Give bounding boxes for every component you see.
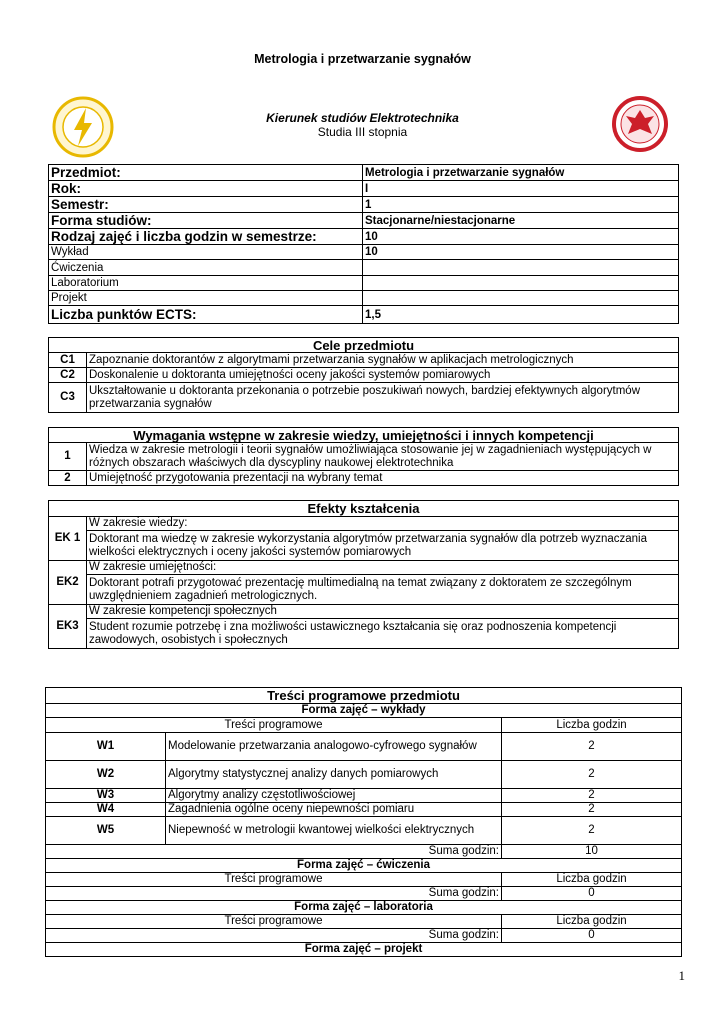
info-label: Semestr:: [49, 197, 363, 213]
row-text: Algorytmy statystycznej analizy danych pomiarowych: [166, 761, 502, 789]
table-row: [49, 471, 679, 486]
row-code: 2: [49, 471, 87, 486]
sum-row: [46, 887, 682, 901]
column-header-content: Treści programowe: [46, 915, 502, 929]
info-label: Liczba punktów ECTS:: [49, 306, 363, 324]
info-row: [49, 229, 679, 245]
study-level: Studia III stopnia: [317, 125, 408, 139]
group-header: W zakresie wiedzy:: [87, 517, 679, 531]
info-row: [49, 306, 679, 324]
table-row: [49, 561, 679, 575]
info-label: Projekt: [49, 291, 363, 306]
table-row: [49, 619, 679, 649]
group-header: W zakresie kompetencji społecznych: [87, 605, 679, 619]
info-row: [49, 291, 679, 306]
row-hours: 2: [502, 803, 682, 817]
table-header-row: [46, 873, 682, 887]
sum-label: Suma godzin:: [46, 929, 502, 943]
row-hours: 2: [502, 733, 682, 761]
section-heading: Treści programowe przedmiotu: [46, 688, 682, 704]
table-row: [49, 353, 679, 368]
info-row: [49, 165, 679, 181]
form-heading-exercises: Forma zajęć – ćwiczenia: [46, 859, 682, 873]
row-text: Ukształtowanie u doktoranta przekonania o potrzebie poszukiwań nowych, bardziej efektywnych algorytmów przetwarzania sygnałów: [87, 383, 679, 413]
row-text: Umiejętność przygotowania prezentacji na wybrany temat: [87, 471, 679, 486]
group-header: W zakresie umiejętności:: [87, 561, 679, 575]
info-row: [49, 181, 679, 197]
learning-outcomes-table: [48, 500, 679, 649]
form-heading-lectures: Forma zajęć – wykłady: [46, 704, 682, 718]
sum-label: Suma godzin:: [46, 887, 502, 901]
info-value: I: [363, 181, 679, 197]
info-row: [49, 245, 679, 260]
sum-value: 0: [502, 929, 682, 943]
section-heading: Wymagania wstępne w zakresie wiedzy, umiejętności i innych kompetencji: [49, 428, 679, 443]
objectives-table: [48, 337, 679, 413]
info-label: Przedmiot:: [49, 165, 363, 181]
info-label: Wykład: [49, 245, 363, 260]
info-row: [49, 213, 679, 229]
info-label: Rok:: [49, 181, 363, 197]
sum-value: 10: [502, 845, 682, 859]
info-value: [363, 260, 679, 276]
table-row: [49, 605, 679, 619]
table-row: [49, 443, 679, 471]
sum-label: Suma godzin:: [46, 845, 502, 859]
row-code: EK2: [49, 561, 87, 605]
table-header-row: [46, 718, 682, 733]
info-row: [49, 276, 679, 291]
row-code: W1: [46, 733, 166, 761]
row-text: Algorytmy analizy częstotliwościowej: [166, 789, 502, 803]
prerequisites-table: [48, 427, 679, 486]
row-code: W2: [46, 761, 166, 789]
column-header-hours: Liczba godzin: [502, 873, 682, 887]
table-row: [46, 789, 682, 803]
info-value: Stacjonarne/niestacjonarne: [363, 213, 679, 229]
row-text: Doskonalenie u doktoranta umiejętności oceny jakości systemów pomiarowych: [87, 368, 679, 383]
info-label: Forma studiów:: [49, 213, 363, 229]
column-header-content: Treści programowe: [46, 873, 502, 887]
sum-row: [46, 845, 682, 859]
table-row: [49, 383, 679, 413]
form-heading-labs: Forma zajęć – laboratoria: [46, 901, 682, 915]
column-header-hours: Liczba godzin: [502, 718, 682, 733]
sum-row: [46, 929, 682, 943]
eagle-emblem-icon: [612, 96, 668, 152]
row-code: C2: [49, 368, 87, 383]
program-content-table: [45, 687, 682, 957]
row-text: Niepewność w metrologii kwantowej wielkości elektrycznych: [166, 817, 502, 845]
section-heading: Efekty kształcenia: [49, 501, 679, 517]
row-text: Student rozumie potrzebę i zna możliwości ustawicznego kształcania się oraz podnoszenia kompetencji zawodowych, osobistych i społecznych: [87, 619, 679, 649]
page-number: 1: [678, 968, 685, 983]
info-label: Ćwiczenia: [49, 260, 363, 276]
table-row: [46, 817, 682, 845]
row-hours: 2: [502, 789, 682, 803]
row-text: Wiedza w zakresie metrologii i teorii sygnałów umożliwiająca stosowanie jej w zagadnieniach występujących w różnych obszarach właściwych dla dyscypliny naukowej elektrotechnika: [87, 443, 679, 471]
info-value: 1: [363, 197, 679, 213]
row-code: W3: [46, 789, 166, 803]
sum-value: 0: [502, 887, 682, 901]
info-value: [363, 291, 679, 306]
table-row: [46, 733, 682, 761]
section-heading: Cele przedmiotu: [49, 338, 679, 353]
row-code: C3: [49, 383, 87, 413]
info-value: 1,5: [363, 306, 679, 324]
row-code: C1: [49, 353, 87, 368]
row-code: EK3: [49, 605, 87, 649]
row-text: Doktorant potrafi przygotować prezentację multimedialną na temat związany z doktoratem ze szczególnym uwzględnieniem zagadnień metrologicznych.: [87, 575, 679, 605]
row-code: W5: [46, 817, 166, 845]
form-heading-project: Forma zajęć – projekt: [46, 943, 682, 957]
row-code: W4: [46, 803, 166, 817]
row-text: Modelowanie przetwarzania analogowo-cyfrowego sygnałów: [166, 733, 502, 761]
info-label: Rodzaj zajęć i liczba godzin w semestrze:: [49, 229, 363, 245]
row-hours: 2: [502, 761, 682, 789]
info-value: 10: [363, 245, 679, 260]
row-text: Zapoznanie doktorantów z algorytmami przetwarzania sygnałów w aplikacjach metrologicznych: [87, 353, 679, 368]
table-row: [49, 517, 679, 531]
table-row: [49, 531, 679, 561]
info-row: [49, 197, 679, 213]
info-row: [49, 260, 679, 276]
info-value: 10: [363, 229, 679, 245]
document-title: Metrologia i przetwarzanie sygnałów: [254, 52, 471, 66]
row-code: 1: [49, 443, 87, 471]
info-label: Laboratorium: [49, 276, 363, 291]
table-row: [49, 575, 679, 605]
row-hours: 2: [502, 817, 682, 845]
column-header-content: Treści programowe: [46, 718, 502, 733]
course-info-table: [48, 164, 679, 324]
row-text: Doktorant ma wiedzę w zakresie wykorzystania algorytmów przetwarzania sygnałów dla potrzeb wyznaczania wielkości elektrycznych i oceny jakości systemów pomiarowych: [87, 531, 679, 561]
column-header-hours: Liczba godzin: [502, 915, 682, 929]
info-value: [363, 276, 679, 291]
field-of-study: Kierunek studiów Elektrotechnika: [266, 111, 459, 125]
row-code: EK 1: [49, 517, 87, 561]
table-row: [49, 368, 679, 383]
table-row: [46, 761, 682, 789]
table-header-row: [46, 915, 682, 929]
table-row: [46, 803, 682, 817]
row-text: Zagadnienia ogólne oceny niepewności pomiaru: [166, 803, 502, 817]
info-value: Metrologia i przetwarzanie sygnałów: [363, 165, 679, 181]
